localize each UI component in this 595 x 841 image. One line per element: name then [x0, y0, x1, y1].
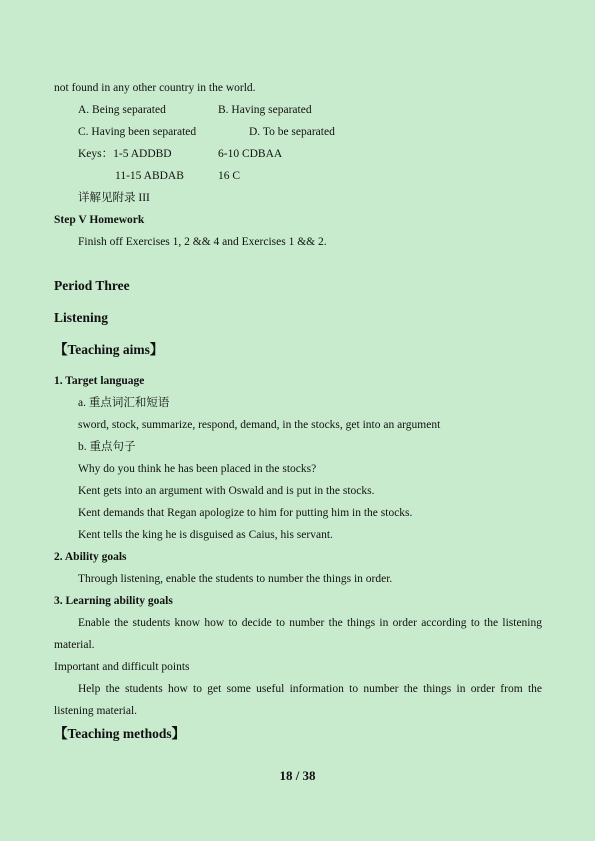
teaching-methods-heading: 【Teaching methods】: [54, 726, 186, 741]
vocab-label: a. 重点词汇和短语: [78, 397, 170, 409]
ability-goals-text: Through listening, enable the students to number the things in order.: [78, 573, 393, 585]
option-d: D. To be separated: [249, 126, 335, 138]
ability-goals-heading: 2. Ability goals: [54, 551, 127, 563]
step5-heading: Step V Homework: [54, 214, 145, 226]
learning-goals-line-1: Enable the students know how to decide to number the things in order according to the listening: [78, 617, 542, 629]
sentence-3: Kent demands that Regan apologize to him for putting him in the stocks.: [78, 507, 413, 519]
sentence-2: Kent gets into an argument with Oswald and is put in the stocks.: [78, 485, 375, 497]
period-heading: Period Three: [54, 278, 130, 293]
learning-goals-line-2: material.: [54, 639, 95, 651]
learning-goals-heading: 3. Learning ability goals: [54, 595, 173, 607]
sentence-1: Why do you think he has been placed in the stocks?: [78, 463, 317, 475]
step5-text: Finish off Exercises 1, 2 && 4 and Exercises 1 && 2.: [78, 236, 327, 248]
continuation-line: not found in any other country in the world.: [54, 82, 256, 94]
option-a: A. Being separated: [78, 104, 166, 116]
keys-line-2: 6-10 CDBAA: [218, 148, 283, 160]
keys-line-3: 11-15 ABDAB: [115, 170, 184, 182]
section-heading: Listening: [54, 310, 109, 325]
option-b: B. Having separated: [218, 104, 312, 116]
page-number: 18 / 38: [279, 768, 316, 783]
teaching-aims-heading: 【Teaching aims】: [54, 342, 164, 357]
important-points-heading: Important and difficult points: [54, 661, 190, 673]
keys-line-1: Keys：1-5 ADDBD: [78, 148, 172, 160]
appendix-note: 详解见附录 III: [78, 192, 150, 204]
target-language-heading: 1. Target language: [54, 375, 145, 387]
option-c: C. Having been separated: [78, 126, 197, 138]
sentence-4: Kent tells the king he is disguised as Caius, his servant.: [78, 529, 333, 541]
keys-line-4: 16 C: [218, 170, 241, 182]
important-points-line-2: listening material.: [54, 705, 138, 717]
sentences-label: b. 重点句子: [78, 441, 136, 453]
vocab-list: sword, stock, summarize, respond, demand, in the stocks, get into an argument: [78, 419, 441, 431]
important-points-line-1: Help the students how to get some useful information to number the things in order from the: [78, 683, 542, 695]
